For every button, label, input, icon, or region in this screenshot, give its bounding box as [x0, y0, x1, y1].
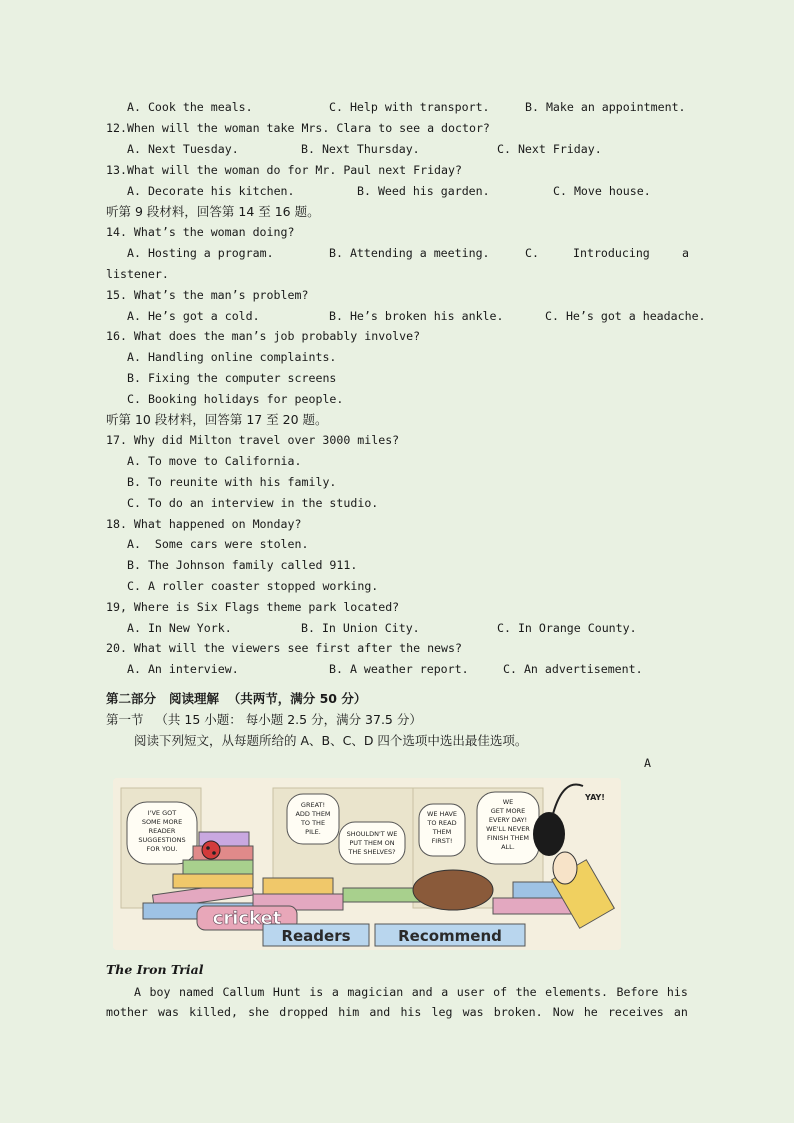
q19-stem: 19, Where is Six Flags theme park located?	[106, 600, 400, 614]
q16-option-b: B. Fixing the computer screens	[127, 371, 337, 385]
q14-stem: 14. What’s the woman doing?	[106, 225, 295, 239]
q14-option-c-word2: a	[682, 246, 689, 260]
q16-option-a: A. Handling online complaints.	[127, 350, 337, 364]
passage-word: a	[441, 985, 449, 999]
passage-word: he	[583, 1005, 598, 1019]
q11-option-a: A. Cook the meals.	[127, 100, 253, 114]
q15-stem: 15. What’s the man’s problem?	[106, 288, 309, 302]
part2-section1: 第一节 （共 15 小题： 每小题 2.5 分，满分 37.5 分）	[106, 712, 422, 727]
bubble1-line1: I'VE GOT	[147, 809, 177, 817]
ladybug-character	[202, 841, 220, 859]
passage-word: she	[248, 1005, 270, 1019]
q20-option-a: A. An interview.	[127, 662, 239, 676]
q20-stem: 20. What will the viewers see first after the news?	[106, 641, 462, 655]
bubble1-line2: SOME MORE	[141, 818, 183, 826]
bubble4-line4: FIRST!	[431, 837, 453, 845]
passage-word: Hunt	[272, 985, 301, 999]
passage-word: Callum	[222, 985, 265, 999]
passage-word: leg	[431, 1005, 453, 1019]
q16-stem: 16. What does the man’s job probably involve?	[106, 329, 421, 343]
q17-option-b: B. To reunite with his family.	[127, 475, 337, 489]
q15-options	[127, 306, 711, 326]
passage-word: is	[309, 985, 324, 999]
cricket-readers-recommend-banner	[113, 778, 621, 950]
q14-option-c-letter: C.	[525, 246, 539, 260]
q12-option-a: A. Next Tuesday.	[127, 142, 239, 156]
bubble1-line3: READER	[148, 827, 176, 835]
passage-word: A	[134, 985, 141, 999]
part2-heading: 第二部分 阅读理解 （共两节，满分 50 分）	[106, 691, 367, 706]
passage-word: an	[673, 1005, 688, 1019]
q14-option-c-word1: Introducing	[573, 246, 650, 260]
q12-stem: 12.When will the woman take Mrs. Clara to see a doctor?	[106, 121, 490, 135]
bubble6-text: YAY!	[585, 793, 605, 802]
q16-option-c: C. Booking holidays for people.	[127, 392, 344, 406]
q14-options	[127, 243, 690, 263]
section-9-heading: 听第 9 段材料，回答第 14 至 16 题。	[106, 204, 320, 219]
bubble5-line1: WE	[502, 798, 514, 806]
q15-option-b: B. He’s broken his ankle.	[329, 309, 504, 323]
q20-option-b: B. A weather report.	[329, 662, 469, 676]
bubble5-line6: ALL.	[501, 843, 515, 851]
q15-option-c: C. He’s got a headache.	[545, 309, 706, 323]
q13-option-c: C. Move house.	[553, 184, 651, 198]
bubble2-line2: ADD THEM	[295, 810, 331, 818]
bubble4-line1: WE HAVE	[426, 810, 458, 818]
passage-title: The Iron Trial	[106, 962, 204, 977]
q18-stem: 18. What happened on Monday?	[106, 517, 302, 531]
bubble5-line2: GET MORE	[490, 807, 526, 815]
passage-word: named	[179, 985, 214, 999]
bubble2-line1: GREAT!	[300, 801, 326, 809]
bubble3-line2: PUT THEM ON	[349, 839, 395, 847]
passage-word: and	[411, 985, 433, 999]
recommend-text: Recommend	[398, 927, 502, 945]
passage-line-1	[134, 982, 688, 1002]
cricket-character	[533, 812, 565, 856]
q18-option-c: C. A roller coaster stopped working.	[127, 579, 379, 593]
q12-options	[127, 139, 711, 159]
q13-option-a: A. Decorate his kitchen.	[127, 184, 295, 198]
passage-word: him	[338, 1005, 360, 1019]
bubble1-line5: FOR YOU.	[146, 845, 178, 853]
bubble5-line3: EVERY DAY!	[488, 816, 528, 824]
readers-text: Readers	[281, 927, 351, 945]
cricket-logo-text: cricket	[212, 908, 282, 929]
passage-word: mother	[106, 1005, 148, 1019]
q18-option-b: B. The Johnson family called 911.	[127, 558, 358, 572]
q11-options	[127, 97, 711, 117]
passage-word: elements.	[545, 985, 608, 999]
q13-option-b: B. Weed his garden.	[357, 184, 490, 198]
bubble5-line5: FINISH THEM	[486, 834, 530, 842]
passage-word: his	[400, 1005, 422, 1019]
section-10-heading: 听第 10 段材料，回答第 17 至 20 题。	[106, 412, 328, 427]
passage-word: Before	[616, 985, 659, 999]
q12-option-c: C. Next Friday.	[497, 142, 602, 156]
passage-word: and	[369, 1005, 391, 1019]
bubble2-line3: TO THE	[300, 819, 326, 827]
banner-illustration	[113, 778, 621, 950]
bubble3-line1: SHOULDN'T WE	[346, 830, 398, 838]
bubble5-line4: WE'LL NEVER	[486, 825, 530, 833]
passage-word: boy	[149, 985, 171, 999]
q14-option-a: A. Hosting a program.	[127, 246, 274, 260]
passage-word: the	[515, 985, 537, 999]
passage-word: Now	[552, 1005, 574, 1019]
q19-option-b: B. In Union City.	[301, 621, 420, 635]
q17-option-a: A. To move to California.	[127, 454, 302, 468]
porcupine-character	[413, 870, 493, 910]
passage-word: killed,	[189, 1005, 238, 1019]
passage-word: was	[158, 1005, 179, 1019]
q17-option-c: C. To do an interview in the studio.	[127, 496, 379, 510]
part2-instruction: 阅读下列短文，从每题所给的 A、B、C、D 四个选项中选出最佳选项。	[134, 733, 528, 748]
passage-word: his	[666, 985, 688, 999]
q14-option-c-continued: listener.	[106, 267, 169, 281]
passage-word: dropped	[279, 1005, 329, 1019]
passage-line-2	[106, 1002, 688, 1022]
q20-option-c: C. An advertisement.	[503, 662, 643, 676]
passage-word: magician	[347, 985, 404, 999]
passage-word: broken.	[493, 1005, 543, 1019]
q12-option-b: B. Next Thursday.	[301, 142, 420, 156]
q19-option-c: C. In Orange County.	[497, 621, 637, 635]
passage-word: user	[456, 985, 485, 999]
q19-option-a: A. In New York.	[127, 621, 232, 635]
q17-stem: 17. Why did Milton travel over 3000 miles?	[106, 433, 400, 447]
passage-word: of	[493, 985, 508, 999]
q13-stem: 13.What will the woman do for Mr. Paul next Friday?	[106, 163, 462, 177]
q18-option-a: A. Some cars were stolen.	[127, 537, 309, 551]
q19-options	[127, 618, 711, 638]
passage-word: was	[462, 1005, 484, 1019]
bubble4-line2: TO READ	[427, 819, 457, 827]
bubble4-line3: THEM	[432, 828, 452, 836]
q11-option-c: C. Help with transport.	[329, 100, 490, 114]
bubble1-line4: SUGGESTIONS	[138, 836, 186, 844]
passage-word: a	[331, 985, 339, 999]
passage-label: A	[644, 756, 651, 770]
bubble2-line4: PILE.	[305, 828, 321, 836]
q15-option-a: A. He’s got a cold.	[127, 309, 260, 323]
q13-options	[127, 181, 711, 201]
q20-options	[127, 659, 711, 679]
q14-option-b: B. Attending a meeting.	[329, 246, 490, 260]
passage-word: receives	[607, 1005, 664, 1019]
q11-option-b: B. Make an appointment.	[525, 100, 686, 114]
bubble3-line3: THE SHELVES?	[348, 848, 396, 856]
